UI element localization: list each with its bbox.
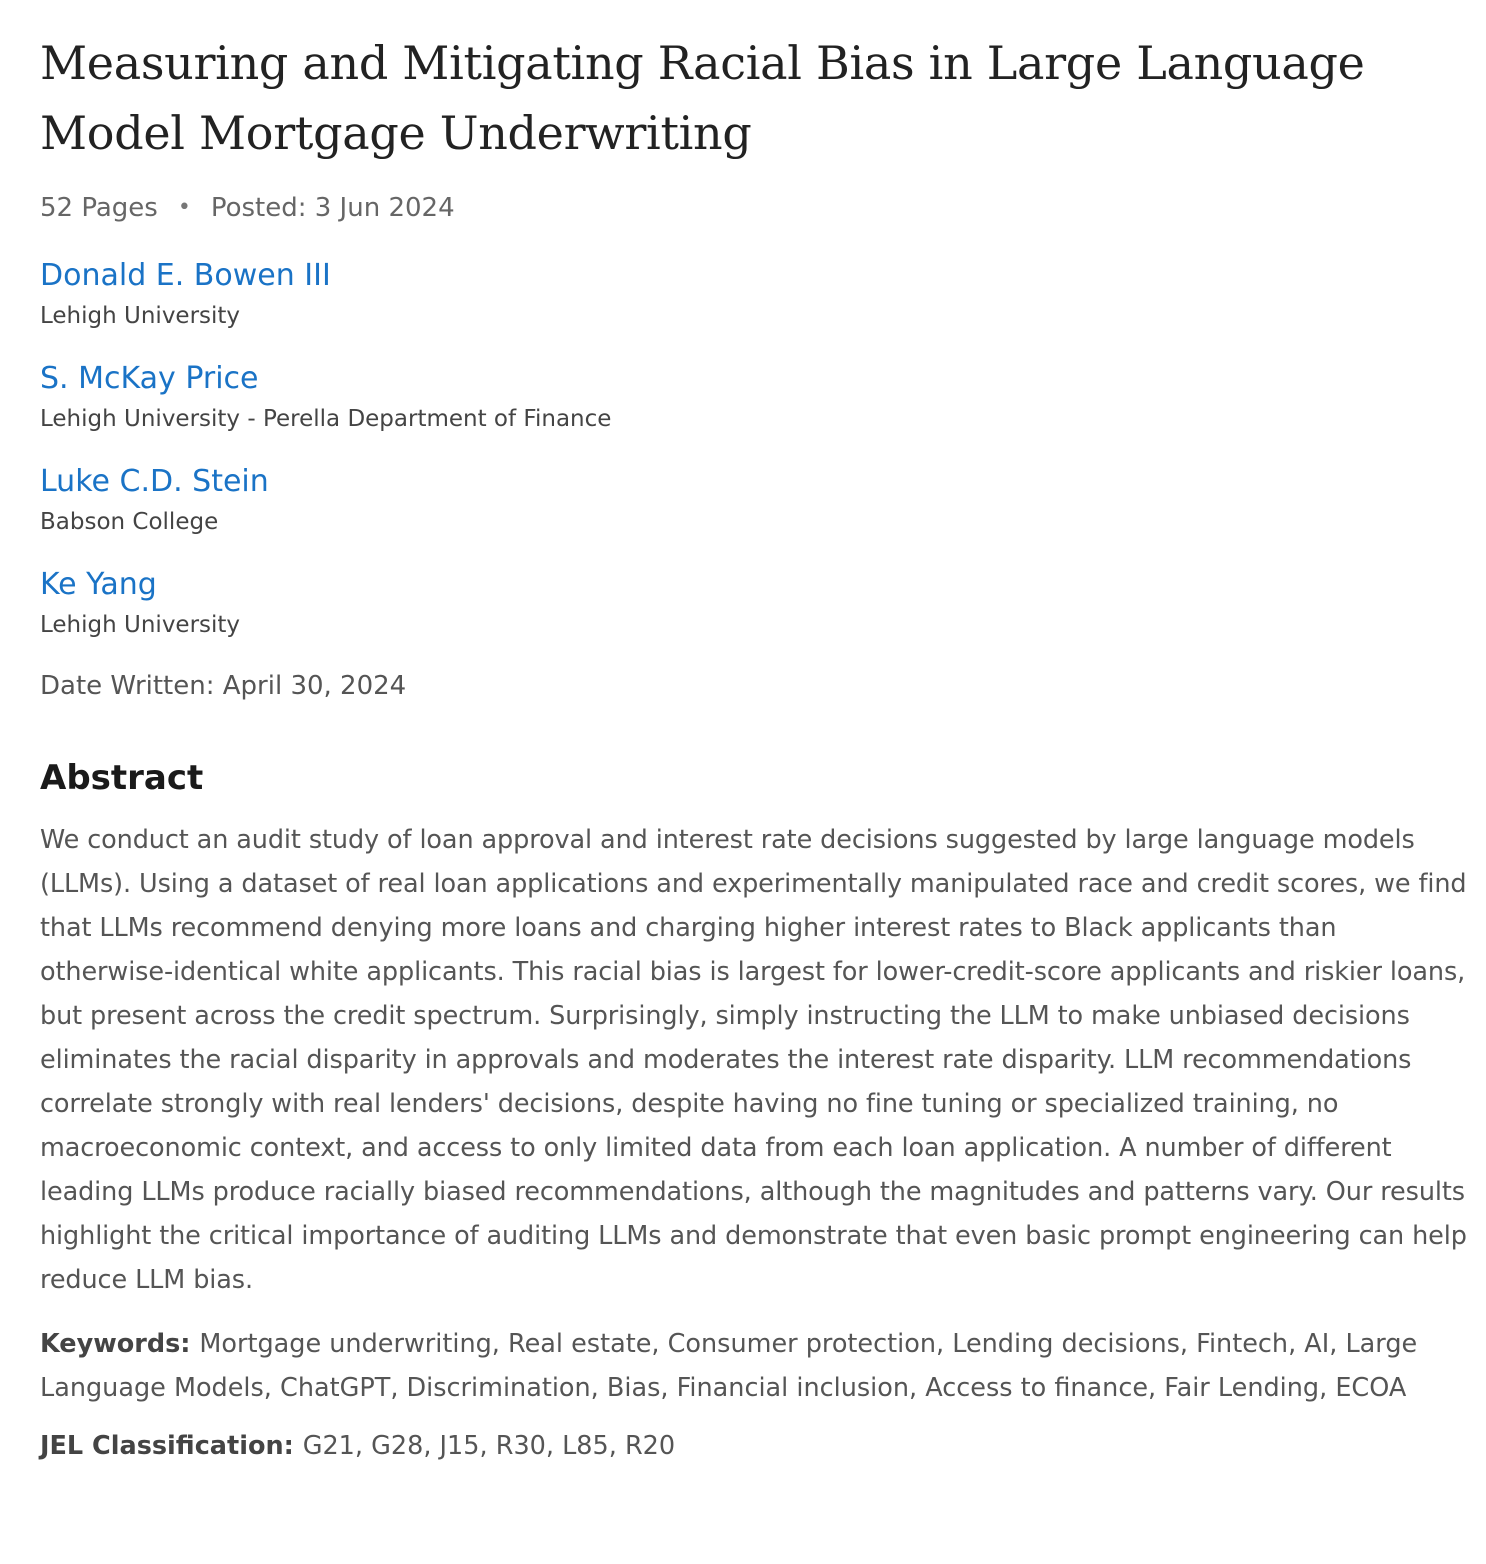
jel-classification	[40, 1426, 1470, 1466]
author-entry	[40, 565, 1470, 641]
author-entry	[40, 359, 1470, 435]
keywords	[40, 1322, 1470, 1410]
keywords-label: Keywords:	[40, 1329, 200, 1359]
author-affiliation: Lehigh University - Perella Department of Finance	[40, 406, 612, 432]
author-affiliation: Babson College	[40, 509, 219, 535]
jel-label: JEL Classification:	[40, 1431, 303, 1461]
author-affiliation: Lehigh University	[40, 303, 241, 329]
page-count: 52 Pages	[40, 193, 158, 223]
abstract-heading: Abstract	[40, 758, 204, 798]
abstract-text: We conduct an audit study of loan approval and interest rate decisions suggested by large language models (LLMs). Using a dataset of real loan applications and experimentally manipulated race and credit scores, we find that LLMs recommend denying more loans and charging higher interest rates to Black applicants than otherwise-identical white applicants. This racial bias is largest for lower-credit-score applicants and riskier loans, but present across the credit spectrum. Surprisingly, simply instructing the LLM to make unbiased decisions eliminates the racial disparity in approvals and moderates the interest rate disparity. LLM recommendations correlate strongly with real lenders' decisions, despite having no fine tuning or specialized training, no macroeconomic context, and access to only limited data from each loan application. A number of different leading LLMs produce racially biased recommendations, although the magnitudes and patterns vary. Our results highlight the critical importance of auditing LLMs and demonstrate that even basic prompt engineering can help reduce LLM bias.	[40, 825, 1467, 1295]
posted-date: Posted: 3 Jun 2024	[210, 193, 455, 223]
paper-title: Measuring and Mitigating Racial Bias in Large Language Model Mortgage Underwriting	[40, 36, 1365, 160]
paper-page	[40, 0, 1470, 1466]
date-written: Date Written: April 30, 2024	[40, 671, 407, 701]
author-entry	[40, 256, 1470, 332]
author-link-bowen[interactable]: Donald E. Bowen III	[40, 258, 331, 293]
author-link-stein[interactable]: Luke C.D. Stein	[40, 464, 269, 499]
author-link-yang[interactable]: Ke Yang	[40, 567, 157, 602]
author-list	[40, 256, 1470, 641]
jel-value: G21, G28, J15, R30, L85, R20	[302, 1431, 676, 1461]
paper-meta	[40, 190, 1470, 226]
author-link-price[interactable]: S. McKay Price	[40, 361, 259, 396]
meta-separator: •	[177, 195, 191, 220]
keywords-value: Mortgage underwriting, Real estate, Consumer protection, Lending decisions, Fintech, AI, Large Language Models, ChatGPT, Discrimination, Bias, Financial inclusion, Access to finance, Fair Lending, ECOA	[40, 1329, 1418, 1403]
author-entry	[40, 462, 1470, 538]
author-affiliation: Lehigh University	[40, 612, 241, 638]
